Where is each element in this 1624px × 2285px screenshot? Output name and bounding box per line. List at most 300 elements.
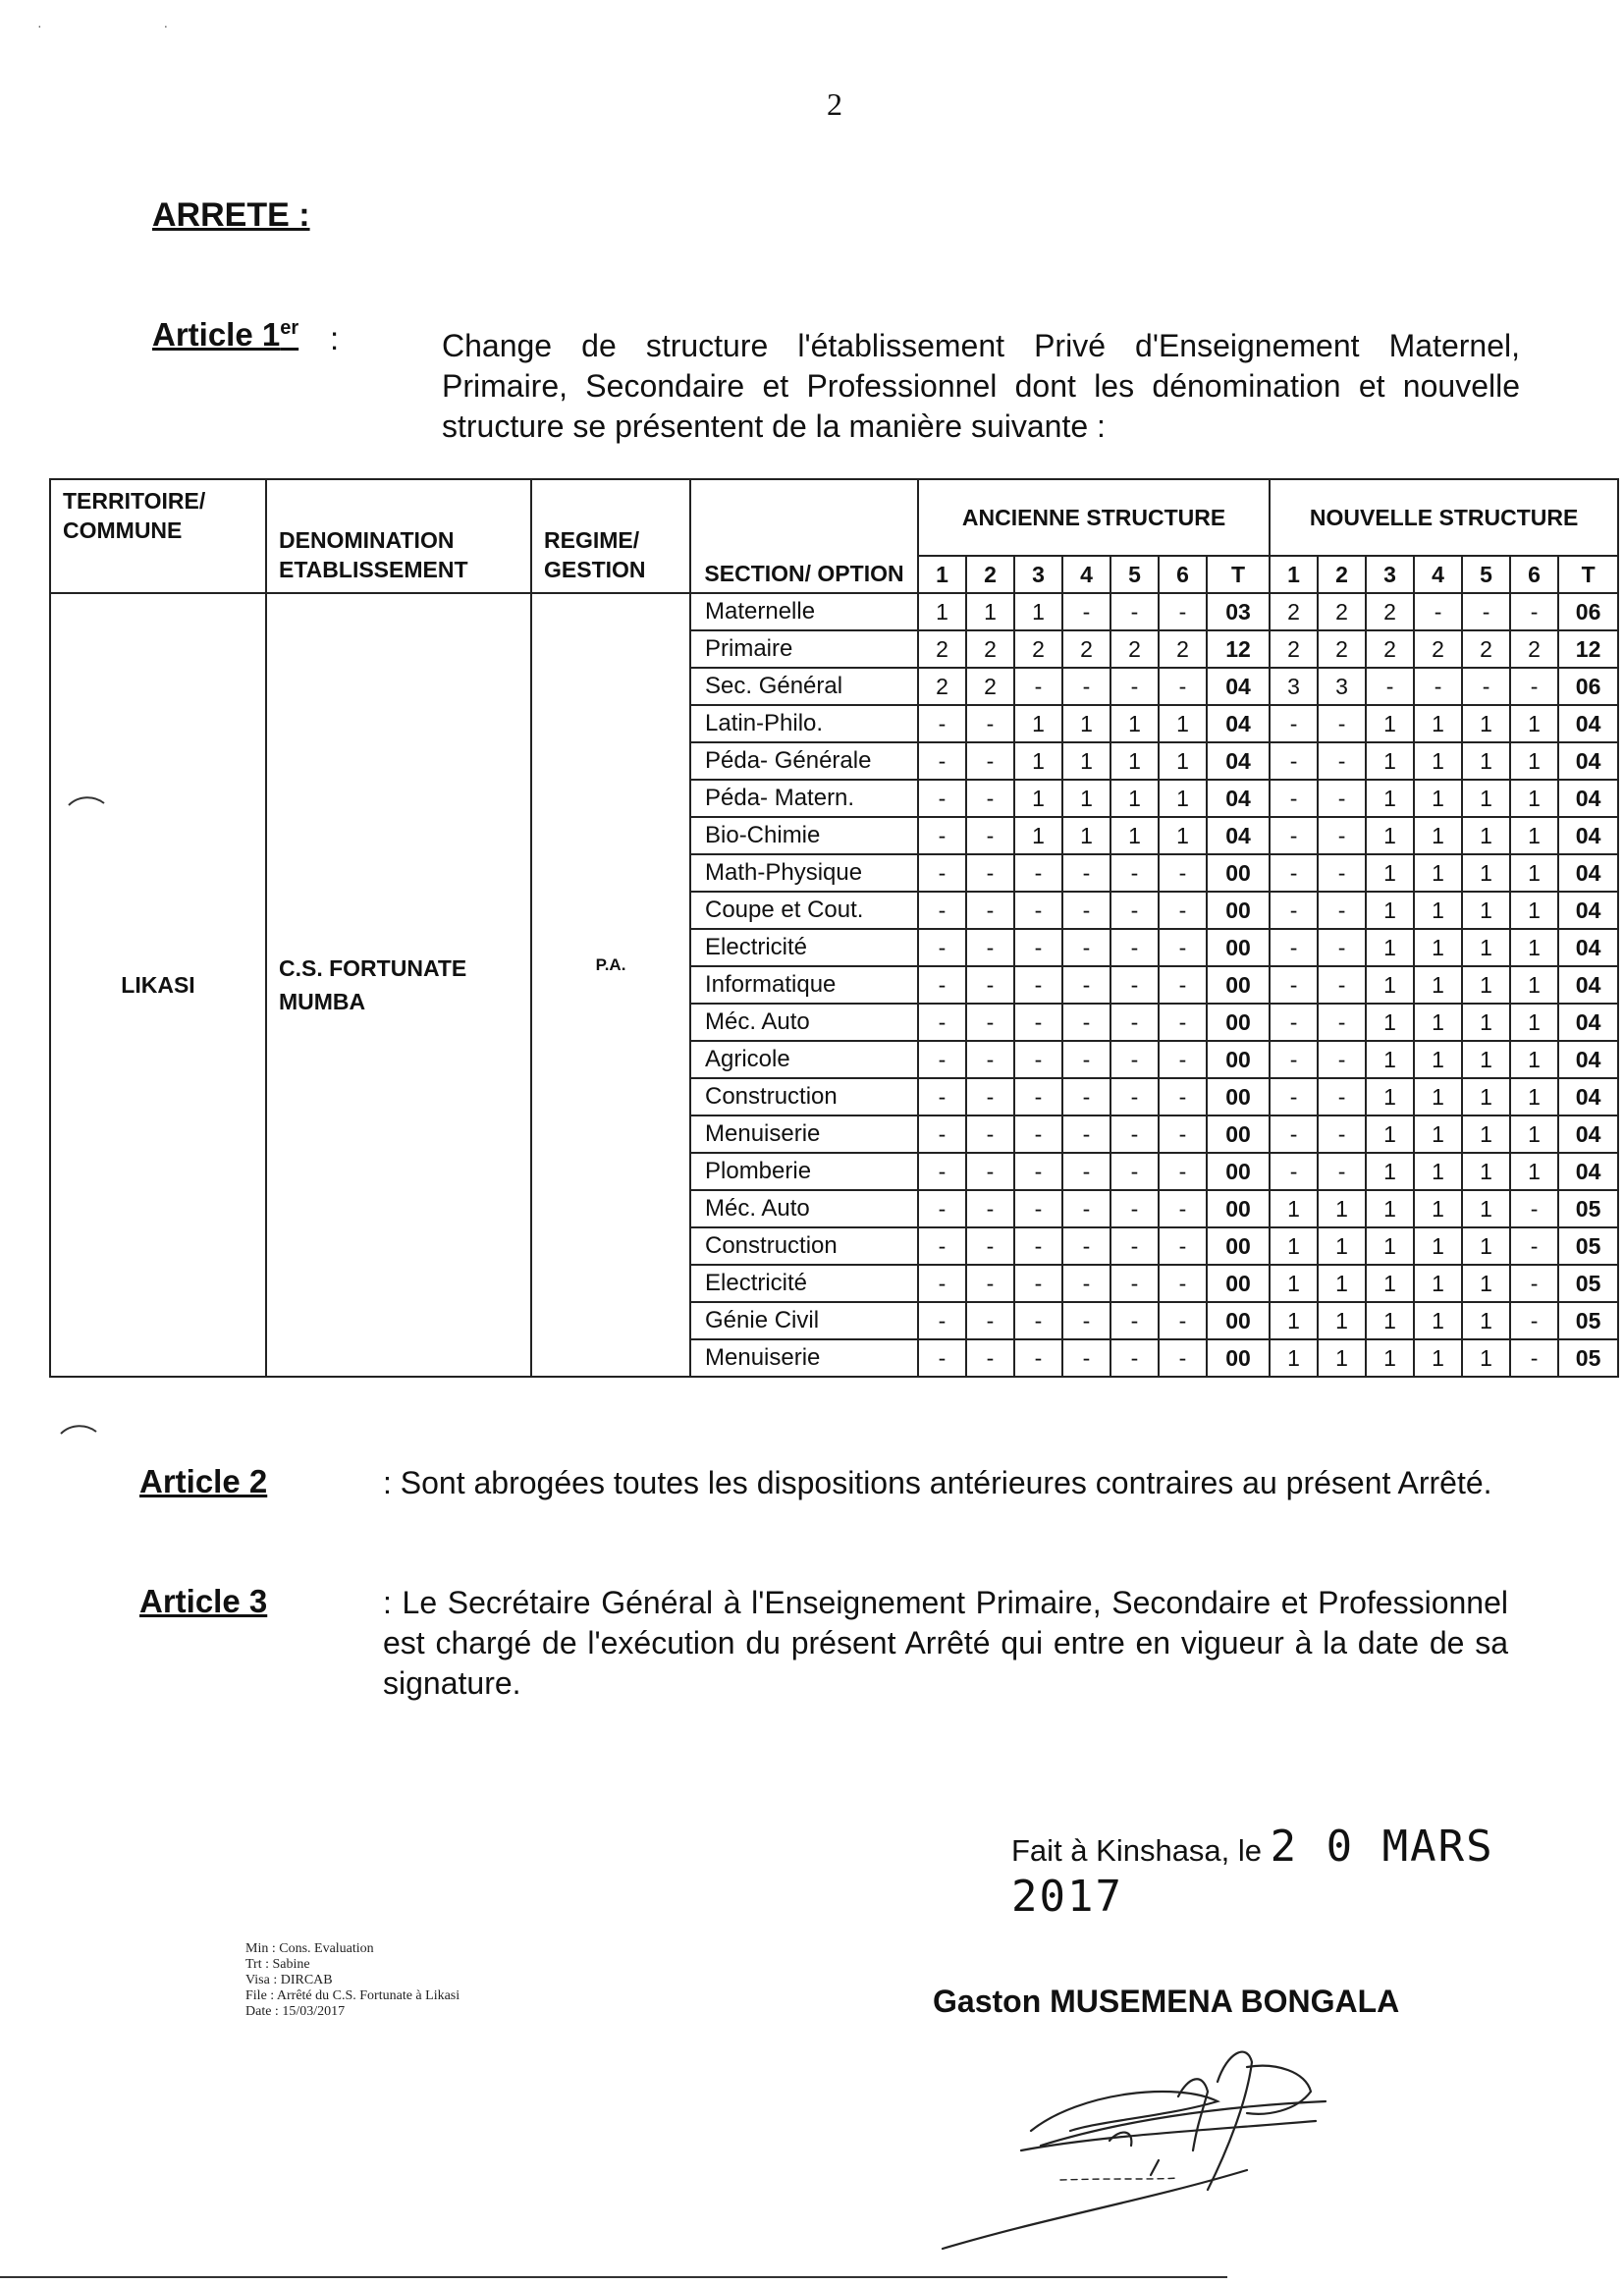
- nouvelle-value-cell: -: [1270, 817, 1318, 854]
- nouvelle-value-cell: -: [1318, 817, 1366, 854]
- ancienne-value-cell: 1: [1014, 593, 1062, 630]
- ancienne-value-cell: 1: [918, 593, 966, 630]
- nouvelle-value-cell: 1: [1270, 1339, 1318, 1377]
- structure-table: [49, 478, 1619, 1378]
- ancienne-value-cell: -: [1062, 966, 1110, 1004]
- nouvelle-value-cell: -: [1318, 780, 1366, 817]
- article-3-label: Article 3: [139, 1583, 268, 1619]
- subheader-new-col: 3: [1366, 556, 1414, 593]
- nouvelle-value-cell: 1: [1270, 1190, 1318, 1227]
- nouvelle-value-cell: 1: [1318, 1339, 1366, 1377]
- nouvelle-value-cell: 1: [1414, 780, 1462, 817]
- territoire-cell-text: LIKASI: [121, 971, 195, 998]
- ancienne-value-cell: -: [966, 742, 1014, 780]
- footer-note-line: File : Arrêté du C.S. Fortunate à Likasi: [245, 1988, 460, 2003]
- ancienne-value-cell: -: [918, 929, 966, 966]
- nouvelle-value-cell: 04: [1558, 966, 1618, 1004]
- ancienne-value-cell: 2: [1014, 630, 1062, 668]
- nouvelle-value-cell: 04: [1558, 1115, 1618, 1153]
- nouvelle-value-cell: 04: [1558, 705, 1618, 742]
- nouvelle-value-cell: 1: [1318, 1265, 1366, 1302]
- nouvelle-value-cell: 1: [1462, 705, 1510, 742]
- place-text: Fait à Kinshasa, le: [1011, 1833, 1263, 1868]
- ancienne-value-cell: -: [918, 1115, 966, 1153]
- nouvelle-value-cell: 1: [1270, 1302, 1318, 1339]
- header-denomination: DENOMINATION ETABLISSEMENT: [266, 479, 531, 593]
- article-2-label: Article 2: [139, 1463, 268, 1499]
- nouvelle-value-cell: 1: [1318, 1227, 1366, 1265]
- nouvelle-value-cell: 1: [1510, 1004, 1558, 1041]
- ancienne-value-cell: -: [1062, 892, 1110, 929]
- nouvelle-value-cell: 2: [1270, 630, 1318, 668]
- subheader-new-col: 2: [1318, 556, 1366, 593]
- nouvelle-value-cell: -: [1414, 593, 1462, 630]
- denomination-cell-text: C.S. FORTUNATE MUMBA: [279, 955, 467, 1014]
- ancienne-value-cell: 1: [1062, 817, 1110, 854]
- ancienne-value-cell: -: [1062, 1302, 1110, 1339]
- ancienne-value-cell: -: [1014, 1153, 1062, 1190]
- ancienne-value-cell: 2: [918, 630, 966, 668]
- nouvelle-value-cell: -: [1510, 593, 1558, 630]
- nouvelle-value-cell: -: [1270, 929, 1318, 966]
- subheader-old-col: 4: [1062, 556, 1110, 593]
- ancienne-value-cell: -: [1014, 966, 1062, 1004]
- ancienne-value-cell: -: [1062, 593, 1110, 630]
- arrete-heading: ARRETE :: [152, 196, 310, 234]
- ancienne-value-cell: -: [1014, 1302, 1062, 1339]
- subheader-old-col: 1: [918, 556, 966, 593]
- subheader-old-col: 3: [1014, 556, 1062, 593]
- ancienne-value-cell: -: [918, 966, 966, 1004]
- ancienne-value-cell: -: [966, 1078, 1014, 1115]
- article-1-text: Change de structure l'établissement Privé d'Enseignement Maternel, Primaire, Secondaire et Professionnel dont les dénomination et nouvelle structure se présentent de la manière suivante :: [442, 328, 1520, 444]
- nouvelle-value-cell: 05: [1558, 1227, 1618, 1265]
- ancienne-value-cell: -: [1110, 892, 1159, 929]
- ancienne-value-cell: -: [1110, 1227, 1159, 1265]
- nouvelle-value-cell: -: [1270, 1153, 1318, 1190]
- ancienne-value-cell: -: [966, 705, 1014, 742]
- nouvelle-value-cell: 1: [1510, 1041, 1558, 1078]
- ancienne-value-cell: -: [966, 1339, 1014, 1377]
- nouvelle-value-cell: -: [1270, 1004, 1318, 1041]
- ancienne-value-cell: -: [918, 1302, 966, 1339]
- section-option-cell: Construction: [690, 1227, 918, 1265]
- ancienne-value-cell: -: [1159, 966, 1207, 1004]
- nouvelle-value-cell: 1: [1462, 1339, 1510, 1377]
- ancienne-value-cell: -: [1159, 1265, 1207, 1302]
- regime-cell-text: P.A.: [595, 955, 626, 974]
- nouvelle-value-cell: -: [1270, 854, 1318, 892]
- nouvelle-value-cell: -: [1270, 742, 1318, 780]
- ancienne-value-cell: -: [1062, 1004, 1110, 1041]
- ancienne-value-cell: -: [1110, 1115, 1159, 1153]
- nouvelle-value-cell: 04: [1558, 1004, 1618, 1041]
- nouvelle-value-cell: -: [1510, 1227, 1558, 1265]
- ancienne-value-cell: -: [966, 854, 1014, 892]
- nouvelle-value-cell: 2: [1270, 593, 1318, 630]
- nouvelle-value-cell: -: [1510, 1339, 1558, 1377]
- corner-scan-marks: · ·: [37, 18, 228, 33]
- ancienne-value-cell: -: [966, 1190, 1014, 1227]
- ancienne-value-cell: -: [918, 1265, 966, 1302]
- section-option-cell: Péda- Matern.: [690, 780, 918, 817]
- section-option-cell: Agricole: [690, 1041, 918, 1078]
- nouvelle-value-cell: 1: [1318, 1302, 1366, 1339]
- nouvelle-value-cell: 1: [1510, 780, 1558, 817]
- nouvelle-value-cell: 1: [1510, 817, 1558, 854]
- ancienne-value-cell: -: [918, 817, 966, 854]
- subheader-new-col: T: [1558, 556, 1618, 593]
- nouvelle-value-cell: -: [1318, 1004, 1366, 1041]
- header-ancienne-structure: ANCIENNE STRUCTURE: [918, 479, 1270, 556]
- nouvelle-value-cell: 3: [1318, 668, 1366, 705]
- subheader-old-col: T: [1207, 556, 1270, 593]
- nouvelle-value-cell: 1: [1366, 1153, 1414, 1190]
- nouvelle-value-cell: 1: [1510, 1078, 1558, 1115]
- ancienne-value-cell: -: [1062, 1339, 1110, 1377]
- nouvelle-value-cell: 04: [1558, 1041, 1618, 1078]
- nouvelle-value-cell: 1: [1510, 966, 1558, 1004]
- ancienne-value-cell: -: [966, 1302, 1014, 1339]
- section-option-cell: Menuiserie: [690, 1115, 918, 1153]
- nouvelle-value-cell: -: [1318, 705, 1366, 742]
- nouvelle-value-cell: 2: [1318, 630, 1366, 668]
- ancienne-value-cell: -: [1110, 1078, 1159, 1115]
- section-option-cell: Informatique: [690, 966, 918, 1004]
- ancienne-value-cell: -: [1062, 929, 1110, 966]
- nouvelle-value-cell: 1: [1414, 1115, 1462, 1153]
- header-nouvelle-structure: NOUVELLE STRUCTURE: [1270, 479, 1618, 556]
- section-option-cell: Génie Civil: [690, 1302, 918, 1339]
- section-option-cell: Latin-Philo.: [690, 705, 918, 742]
- nouvelle-value-cell: 06: [1558, 668, 1618, 705]
- ancienne-value-cell: 2: [918, 668, 966, 705]
- nouvelle-value-cell: 1: [1510, 1153, 1558, 1190]
- ancienne-value-cell: -: [918, 854, 966, 892]
- nouvelle-value-cell: 1: [1510, 892, 1558, 929]
- section-option-cell: Math-Physique: [690, 854, 918, 892]
- nouvelle-value-cell: 1: [1366, 780, 1414, 817]
- article-1-label-text: Article 1: [152, 316, 281, 353]
- ancienne-value-cell: -: [1159, 668, 1207, 705]
- ancienne-value-cell: 1: [1014, 705, 1062, 742]
- nouvelle-value-cell: -: [1318, 1115, 1366, 1153]
- nouvelle-value-cell: -: [1270, 780, 1318, 817]
- nouvelle-value-cell: 1: [1366, 817, 1414, 854]
- ancienne-value-cell: -: [918, 780, 966, 817]
- subheader-new-col: 5: [1462, 556, 1510, 593]
- ancienne-value-cell: -: [918, 742, 966, 780]
- ancienne-value-cell: 2: [966, 668, 1014, 705]
- ancienne-value-cell: -: [1062, 1190, 1110, 1227]
- ancienne-value-cell: -: [1014, 892, 1062, 929]
- nouvelle-value-cell: 1: [1366, 1227, 1414, 1265]
- ancienne-value-cell: 1: [1014, 817, 1062, 854]
- ancienne-value-cell: 12: [1207, 630, 1270, 668]
- nouvelle-value-cell: -: [1318, 742, 1366, 780]
- ancienne-value-cell: -: [1159, 1041, 1207, 1078]
- ancienne-value-cell: -: [1014, 1265, 1062, 1302]
- ancienne-value-cell: 00: [1207, 1265, 1270, 1302]
- nouvelle-value-cell: 2: [1366, 630, 1414, 668]
- ancienne-value-cell: -: [966, 1041, 1014, 1078]
- ancienne-value-cell: 04: [1207, 668, 1270, 705]
- nouvelle-value-cell: 1: [1366, 705, 1414, 742]
- nouvelle-value-cell: -: [1462, 668, 1510, 705]
- nouvelle-value-cell: -: [1318, 929, 1366, 966]
- date-stamp: 2 0 MARS 2017: [1011, 1822, 1494, 1922]
- nouvelle-value-cell: 1: [1462, 1041, 1510, 1078]
- ancienne-value-cell: 04: [1207, 780, 1270, 817]
- ancienne-value-cell: 00: [1207, 966, 1270, 1004]
- nouvelle-value-cell: 1: [1414, 1041, 1462, 1078]
- nouvelle-value-cell: 1: [1318, 1190, 1366, 1227]
- subheader-old-col: 2: [966, 556, 1014, 593]
- ancienne-value-cell: -: [918, 1078, 966, 1115]
- nouvelle-value-cell: -: [1270, 892, 1318, 929]
- ancienne-value-cell: -: [918, 1153, 966, 1190]
- nouvelle-value-cell: 2: [1462, 630, 1510, 668]
- ancienne-value-cell: -: [1110, 1190, 1159, 1227]
- ancienne-value-cell: 1: [1110, 742, 1159, 780]
- nouvelle-value-cell: 05: [1558, 1190, 1618, 1227]
- ancienne-value-cell: 00: [1207, 1115, 1270, 1153]
- ancienne-value-cell: -: [918, 1041, 966, 1078]
- ancienne-value-cell: -: [1159, 929, 1207, 966]
- ancienne-value-cell: -: [1014, 1227, 1062, 1265]
- nouvelle-value-cell: 1: [1510, 705, 1558, 742]
- ancienne-value-cell: -: [1062, 1115, 1110, 1153]
- nouvelle-value-cell: 1: [1414, 1004, 1462, 1041]
- nouvelle-value-cell: 1: [1462, 892, 1510, 929]
- ancienne-value-cell: -: [966, 1115, 1014, 1153]
- nouvelle-value-cell: 1: [1462, 1190, 1510, 1227]
- article-3-text: : Le Secrétaire Général à l'Enseignement Primaire, Secondaire et Professionnel est chargé de l'exécution du présent Arrêté qui entre en vigueur à la date de sa signature.: [383, 1585, 1508, 1701]
- ancienne-value-cell: -: [1062, 854, 1110, 892]
- nouvelle-value-cell: -: [1318, 966, 1366, 1004]
- nouvelle-value-cell: 04: [1558, 817, 1618, 854]
- place-and-date: [1011, 1822, 1624, 1922]
- nouvelle-value-cell: 1: [1366, 929, 1414, 966]
- ancienne-value-cell: -: [1014, 929, 1062, 966]
- nouvelle-value-cell: 1: [1366, 892, 1414, 929]
- nouvelle-value-cell: 1: [1462, 1078, 1510, 1115]
- nouvelle-value-cell: 04: [1558, 1078, 1618, 1115]
- table-row: [50, 593, 1618, 630]
- nouvelle-value-cell: 04: [1558, 742, 1618, 780]
- ancienne-value-cell: 1: [1062, 742, 1110, 780]
- handwritten-signature: [923, 2023, 1394, 2258]
- ancienne-value-cell: -: [1062, 1153, 1110, 1190]
- ancienne-value-cell: 1: [1159, 705, 1207, 742]
- ancienne-value-cell: -: [966, 1004, 1014, 1041]
- ancienne-value-cell: 00: [1207, 929, 1270, 966]
- ancienne-value-cell: -: [1110, 966, 1159, 1004]
- ancienne-value-cell: 2: [1110, 630, 1159, 668]
- nouvelle-value-cell: 1: [1462, 1153, 1510, 1190]
- left-margin-mark-lower: [59, 1422, 98, 1436]
- ancienne-value-cell: -: [918, 1190, 966, 1227]
- section-option-cell: Electricité: [690, 1265, 918, 1302]
- nouvelle-value-cell: 1: [1414, 1227, 1462, 1265]
- nouvelle-value-cell: 1: [1510, 742, 1558, 780]
- ancienne-value-cell: -: [1014, 1190, 1062, 1227]
- nouvelle-value-cell: 04: [1558, 780, 1618, 817]
- denomination-cell: [266, 593, 531, 1377]
- section-option-cell: Sec. Général: [690, 668, 918, 705]
- signatory-name: Gaston MUSEMENA BONGALA: [933, 1984, 1400, 2019]
- nouvelle-value-cell: 1: [1462, 854, 1510, 892]
- nouvelle-value-cell: 1: [1366, 1190, 1414, 1227]
- nouvelle-value-cell: -: [1510, 1302, 1558, 1339]
- ancienne-value-cell: 00: [1207, 1078, 1270, 1115]
- ancienne-value-cell: 1: [1014, 780, 1062, 817]
- section-option-cell: Maternelle: [690, 593, 918, 630]
- ancienne-value-cell: -: [1014, 1339, 1062, 1377]
- nouvelle-value-cell: 1: [1366, 742, 1414, 780]
- section-option-cell: Péda- Générale: [690, 742, 918, 780]
- nouvelle-value-cell: -: [1510, 1190, 1558, 1227]
- ancienne-value-cell: 1: [1110, 705, 1159, 742]
- nouvelle-value-cell: 1: [1414, 817, 1462, 854]
- nouvelle-value-cell: 2: [1414, 630, 1462, 668]
- ancienne-value-cell: 00: [1207, 854, 1270, 892]
- territoire-cell: [50, 593, 266, 1377]
- subheader-old-col: 5: [1110, 556, 1159, 593]
- ancienne-value-cell: 1: [1110, 817, 1159, 854]
- nouvelle-value-cell: 2: [1318, 593, 1366, 630]
- ancienne-value-cell: 2: [1062, 630, 1110, 668]
- footer-note-line: Trt : Sabine: [245, 1957, 310, 1972]
- ancienne-value-cell: -: [1110, 929, 1159, 966]
- ancienne-value-cell: -: [1159, 1004, 1207, 1041]
- section-option-cell: Menuiserie: [690, 1339, 918, 1377]
- ancienne-value-cell: -: [1159, 593, 1207, 630]
- nouvelle-value-cell: 1: [1366, 1004, 1414, 1041]
- nouvelle-value-cell: 1: [1414, 854, 1462, 892]
- ancienne-value-cell: -: [1159, 1190, 1207, 1227]
- nouvelle-value-cell: -: [1270, 1041, 1318, 1078]
- nouvelle-value-cell: 05: [1558, 1265, 1618, 1302]
- nouvelle-value-cell: 05: [1558, 1339, 1618, 1377]
- ancienne-value-cell: 1: [1062, 705, 1110, 742]
- ancienne-value-cell: 1: [1159, 780, 1207, 817]
- footer-reference-note: [245, 1941, 460, 2020]
- regime-cell: [531, 593, 690, 1377]
- nouvelle-value-cell: -: [1270, 1115, 1318, 1153]
- ancienne-value-cell: 03: [1207, 593, 1270, 630]
- ancienne-value-cell: -: [1110, 1339, 1159, 1377]
- ancienne-value-cell: 04: [1207, 742, 1270, 780]
- nouvelle-value-cell: 04: [1558, 929, 1618, 966]
- subheader-new-col: 4: [1414, 556, 1462, 593]
- nouvelle-value-cell: 1: [1414, 1339, 1462, 1377]
- nouvelle-value-cell: 1: [1414, 705, 1462, 742]
- nouvelle-value-cell: -: [1414, 668, 1462, 705]
- section-option-cell: Bio-Chimie: [690, 817, 918, 854]
- article-1-label: [152, 316, 298, 354]
- nouvelle-value-cell: 1: [1414, 1190, 1462, 1227]
- nouvelle-value-cell: -: [1318, 892, 1366, 929]
- ancienne-value-cell: 1: [1110, 780, 1159, 817]
- ancienne-value-cell: -: [1014, 668, 1062, 705]
- nouvelle-value-cell: 3: [1270, 668, 1318, 705]
- ancienne-value-cell: 00: [1207, 1004, 1270, 1041]
- ancienne-value-cell: -: [1159, 1302, 1207, 1339]
- nouvelle-value-cell: 2: [1366, 593, 1414, 630]
- subheader-new-col: 6: [1510, 556, 1558, 593]
- nouvelle-value-cell: 1: [1510, 929, 1558, 966]
- ancienne-value-cell: -: [966, 1227, 1014, 1265]
- nouvelle-value-cell: 2: [1510, 630, 1558, 668]
- ancienne-value-cell: -: [1159, 1078, 1207, 1115]
- section-option-cell: Coupe et Cout.: [690, 892, 918, 929]
- nouvelle-value-cell: 1: [1462, 1265, 1510, 1302]
- nouvelle-value-cell: 1: [1462, 780, 1510, 817]
- header-regime: REGIME/ GESTION: [531, 479, 690, 593]
- ancienne-value-cell: -: [1014, 1004, 1062, 1041]
- nouvelle-value-cell: -: [1318, 1078, 1366, 1115]
- ancienne-value-cell: -: [1110, 1041, 1159, 1078]
- ancienne-value-cell: 2: [1159, 630, 1207, 668]
- section-option-cell: Construction: [690, 1078, 918, 1115]
- nouvelle-value-cell: 1: [1510, 854, 1558, 892]
- nouvelle-value-cell: 06: [1558, 593, 1618, 630]
- section-option-cell: Electricité: [690, 929, 918, 966]
- nouvelle-value-cell: 1: [1414, 1078, 1462, 1115]
- subheader-old-col: 6: [1159, 556, 1207, 593]
- nouvelle-value-cell: 1: [1462, 1004, 1510, 1041]
- table-body: [50, 593, 1618, 1377]
- ancienne-value-cell: -: [1062, 1227, 1110, 1265]
- nouvelle-value-cell: -: [1366, 668, 1414, 705]
- nouvelle-value-cell: 1: [1366, 1265, 1414, 1302]
- ancienne-value-cell: -: [1110, 1153, 1159, 1190]
- ancienne-value-cell: 00: [1207, 1227, 1270, 1265]
- nouvelle-value-cell: 1: [1462, 929, 1510, 966]
- nouvelle-value-cell: 1: [1462, 817, 1510, 854]
- ancienne-value-cell: 2: [966, 630, 1014, 668]
- nouvelle-value-cell: 1: [1366, 854, 1414, 892]
- ancienne-value-cell: -: [1110, 854, 1159, 892]
- ancienne-value-cell: -: [1014, 1115, 1062, 1153]
- ancienne-value-cell: -: [918, 1227, 966, 1265]
- ancienne-value-cell: -: [918, 1339, 966, 1377]
- nouvelle-value-cell: -: [1270, 1078, 1318, 1115]
- nouvelle-value-cell: 1: [1366, 1339, 1414, 1377]
- nouvelle-value-cell: 1: [1366, 1041, 1414, 1078]
- nouvelle-value-cell: 05: [1558, 1302, 1618, 1339]
- ancienne-value-cell: 1: [1159, 817, 1207, 854]
- ancienne-value-cell: 1: [1062, 780, 1110, 817]
- ancienne-value-cell: -: [1159, 1227, 1207, 1265]
- nouvelle-value-cell: 04: [1558, 1153, 1618, 1190]
- nouvelle-value-cell: 1: [1414, 1153, 1462, 1190]
- header-section: SECTION/ OPTION: [690, 479, 918, 593]
- nouvelle-value-cell: 1: [1414, 892, 1462, 929]
- ancienne-value-cell: -: [966, 966, 1014, 1004]
- nouvelle-value-cell: -: [1318, 1041, 1366, 1078]
- footer-note-line: Date : 15/03/2017: [245, 2004, 346, 2019]
- section-option-cell: Méc. Auto: [690, 1004, 918, 1041]
- ancienne-value-cell: 04: [1207, 817, 1270, 854]
- header-territoire: TERRITOIRE/ COMMUNE: [50, 479, 266, 593]
- nouvelle-value-cell: 1: [1462, 1115, 1510, 1153]
- ancienne-value-cell: -: [1014, 854, 1062, 892]
- nouvelle-value-cell: -: [1318, 1153, 1366, 1190]
- footer-note-line: Min : Cons. Evaluation: [245, 1941, 374, 1956]
- nouvelle-value-cell: 04: [1558, 892, 1618, 929]
